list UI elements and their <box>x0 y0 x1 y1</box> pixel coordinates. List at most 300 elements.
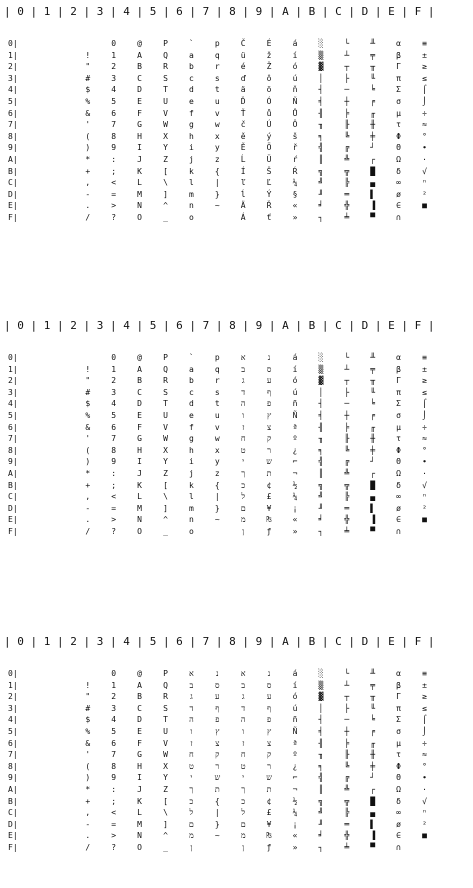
char-cell: Q <box>163 680 168 690</box>
char-cell: ף <box>267 387 272 397</box>
char-cell: ת <box>214 785 220 794</box>
char-cell: ` <box>188 353 194 362</box>
char-cell: ( <box>85 131 91 141</box>
char-cell: ů <box>266 108 272 118</box>
char-cell: l <box>188 492 194 502</box>
char-cell: ╤ <box>370 364 376 374</box>
char-cell: ┬ <box>344 376 350 386</box>
char-cell: A <box>137 50 142 60</box>
char-cell: ╟ <box>344 750 350 760</box>
char-cell: ┴ <box>344 680 350 690</box>
char-cell: " <box>85 62 91 72</box>
row-label: C| <box>8 178 18 188</box>
char-cell: ╟ <box>344 120 350 130</box>
char-cell: I <box>137 457 142 467</box>
char-cell: ╤ <box>370 680 376 690</box>
char-cell: ≥ <box>422 62 427 72</box>
char-cell: F <box>137 422 142 432</box>
char-cell: ╬ <box>344 201 350 211</box>
char-cell: ץ <box>267 411 272 420</box>
char-cell: , <box>85 178 91 188</box>
char-cell: $ <box>85 715 91 725</box>
char-cell: Ä <box>240 201 246 211</box>
char-cell: √ <box>422 796 427 806</box>
char-cell: ¢ <box>266 796 272 806</box>
char-cell: ג <box>190 692 193 702</box>
char-cell: F <box>137 108 142 118</box>
char-cell: 7 <box>111 434 117 444</box>
char-cell: ╕ <box>318 761 324 771</box>
char-cell: Ý <box>266 189 272 199</box>
char-cell: σ <box>396 411 401 420</box>
char-cell: ╝ <box>318 178 324 188</box>
char-cell: ח <box>189 750 194 760</box>
char-cell: ) <box>85 773 91 783</box>
char-cell: ┌ <box>370 469 376 478</box>
char-cell: * <box>85 469 91 478</box>
char-cell: 9 <box>111 773 117 783</box>
char-cell: ╖ <box>318 434 324 444</box>
row-label: 5| <box>8 411 18 420</box>
char-cell: ╧ <box>344 843 350 852</box>
char-cell: μ <box>396 738 401 748</box>
char-cell: á <box>292 669 298 678</box>
char-cell: ╔ <box>344 773 350 783</box>
char-cell: / <box>85 527 91 536</box>
char-cell: י <box>242 457 245 467</box>
char-cell: i <box>188 457 194 467</box>
char-cell: : <box>111 469 117 478</box>
char-cell: ₧ <box>266 515 272 525</box>
char-cell: ▄ <box>370 808 376 818</box>
char-cell: Ŕ <box>292 166 298 176</box>
char-cell: . <box>85 831 91 841</box>
char-cell: { <box>214 166 220 176</box>
char-cell: ó <box>292 376 298 386</box>
char-cell: u <box>214 97 220 106</box>
char-cell: } <box>214 819 220 829</box>
char-cell: ╓ <box>370 422 376 432</box>
char-cell: { <box>214 480 220 490</box>
char-cell: & <box>85 422 91 432</box>
char-cell: ¥ <box>266 503 272 513</box>
char-cell: ג <box>241 692 245 702</box>
char-cell: פ <box>266 399 272 409</box>
row-label: 1| <box>8 364 18 374</box>
char-cell: ÷ <box>422 108 427 118</box>
char-cell: J <box>137 785 142 794</box>
char-cell: n <box>188 515 194 525</box>
char-cell: μ <box>396 422 401 432</box>
char-cell: ¬ <box>292 469 298 478</box>
char-cell: z <box>214 469 220 478</box>
char-cell: Í <box>240 166 246 176</box>
char-cell: Σ <box>396 399 401 409</box>
row-label: 0| <box>8 353 18 362</box>
char-cell: ך <box>189 785 194 794</box>
row-label: D| <box>8 189 18 199</box>
char-cell: ╖ <box>318 120 324 130</box>
char-cell: ø <box>396 503 401 513</box>
char-cell: U <box>163 727 168 736</box>
char-cell: W <box>163 750 168 760</box>
char-cell: ו <box>242 727 245 736</box>
char-cell: ף <box>267 703 272 713</box>
char-cell: ך <box>241 469 246 478</box>
char-cell: ├ <box>344 73 350 83</box>
char-cell: M <box>137 503 142 513</box>
char-cell: ▀ <box>370 213 376 222</box>
char-cell: ░ <box>318 39 324 48</box>
row-label: 8| <box>8 131 18 141</box>
char-cell: ═ <box>344 819 350 829</box>
char-cell: ┌ <box>370 785 376 794</box>
char-cell: ז <box>242 738 245 748</box>
char-cell: ל <box>241 808 246 818</box>
char-cell: ז <box>242 422 245 432</box>
char-cell: U <box>163 97 168 106</box>
char-cell: D <box>137 399 142 409</box>
char-cell: │ <box>318 387 324 397</box>
char-cell: ¼ <box>292 808 298 818</box>
row-label: E| <box>8 201 18 211</box>
char-cell: g <box>188 120 194 130</box>
char-cell: ľ <box>240 178 246 188</box>
char-cell: { <box>214 796 220 806</box>
char-cell: ± <box>422 680 427 690</box>
char-cell: I <box>137 143 142 153</box>
char-cell: ░ <box>318 353 324 362</box>
char-cell: o <box>188 527 194 536</box>
char-cell: נ <box>267 353 271 362</box>
char-cell: N <box>137 515 142 525</box>
char-cell: ז <box>190 738 193 748</box>
char-cell: ם <box>240 503 246 513</box>
char-cell: ^ <box>163 831 168 841</box>
row-label: 5| <box>8 727 18 736</box>
char-cell: ║ <box>318 785 324 794</box>
char-cell: Φ <box>396 761 401 771</box>
char-cell: α <box>396 39 401 48</box>
char-cell: ▌ <box>370 189 376 199</box>
char-cell: ן <box>190 843 193 852</box>
char-cell: ╪ <box>370 761 376 771</box>
char-cell: ň <box>292 85 298 95</box>
char-cell: Ř <box>266 201 272 211</box>
char-cell: S <box>163 73 168 83</box>
char-cell: I <box>137 773 142 783</box>
char-cell: A <box>137 364 142 374</box>
char-cell: ה <box>240 715 246 725</box>
row-label: 2| <box>8 62 18 72</box>
char-cell: | <box>214 492 220 502</box>
char-cell: : <box>111 785 117 794</box>
char-cell: ם <box>240 819 246 829</box>
char-cell: ╧ <box>344 213 350 222</box>
char-cell: k <box>188 480 194 490</box>
char-cell: y <box>214 457 220 467</box>
char-cell: Ñ <box>292 411 298 420</box>
char-cell: 6 <box>111 738 117 748</box>
char-cell: s <box>214 387 220 397</box>
char-cell: √ <box>422 166 427 176</box>
char-cell: . <box>85 515 91 525</box>
char-cell: ב <box>189 680 194 690</box>
char-cell: ' <box>85 750 91 760</box>
char-cell: Θ <box>396 143 401 153</box>
char-cell: ╫ <box>370 750 376 760</box>
char-cell: ú <box>292 703 298 713</box>
char-cell: + <box>85 796 91 806</box>
row-label: D| <box>8 819 18 829</box>
char-cell: ╢ <box>318 422 324 432</box>
row-label: B| <box>8 166 18 176</box>
char-cell: « <box>292 515 298 525</box>
char-cell: F <box>137 738 142 748</box>
char-cell: W <box>163 434 168 444</box>
row-label: A| <box>8 155 18 164</box>
char-cell: ╫ <box>370 120 376 130</box>
char-cell: ╓ <box>370 108 376 118</box>
char-cell: ב <box>241 680 246 690</box>
char-cell: d <box>188 85 194 95</box>
char-cell: & <box>85 108 91 118</box>
char-cell: צ <box>266 422 272 432</box>
char-cell: Ô <box>292 120 298 130</box>
char-cell: ╗ <box>318 480 324 490</box>
char-cell: ╕ <box>318 445 324 455</box>
char-cell: ≈ <box>422 120 427 130</box>
char-cell: ƒ <box>266 843 272 852</box>
char-cell: ý <box>266 131 272 141</box>
char-cell: ╜ <box>318 189 324 199</box>
char-cell: i <box>188 143 194 153</box>
char-cell: A <box>137 680 142 690</box>
char-cell: ∈ <box>396 831 401 841</box>
char-cell: │ <box>318 703 324 713</box>
char-cell: Y <box>163 143 168 153</box>
char-cell: Z <box>163 785 168 794</box>
char-cell: ¡ <box>292 819 298 829</box>
char-cell: ■ <box>422 831 427 841</box>
char-cell: r <box>214 376 220 386</box>
char-cell: ± <box>422 364 427 374</box>
char-cell: ╜ <box>318 503 324 513</box>
char-cell: ± <box>422 50 427 60</box>
char-cell: 1 <box>111 50 117 60</box>
char-cell: í <box>292 680 298 690</box>
char-cell: ╘ <box>370 399 376 409</box>
char-cell: G <box>137 750 142 760</box>
char-cell: ע <box>215 692 220 702</box>
char-cell: Ď <box>240 97 246 106</box>
char-cell: ח <box>240 750 246 760</box>
char-cell: ď <box>240 73 246 83</box>
char-cell: V <box>163 422 168 432</box>
char-cell: ╠ <box>344 492 350 502</box>
char-cell: ╞ <box>344 422 350 432</box>
char-cell: ╧ <box>344 527 350 536</box>
char-cell: s <box>214 73 220 83</box>
char-cell: L <box>137 492 142 502</box>
char-cell: τ <box>396 434 401 444</box>
char-cell: ╢ <box>318 738 324 748</box>
char-cell: « <box>292 831 298 841</box>
char-cell: x <box>214 445 220 455</box>
char-cell: > <box>111 515 117 525</box>
char-cell: ת <box>266 785 272 794</box>
char-cell: · <box>422 785 427 794</box>
char-cell: ½ <box>292 480 298 490</box>
char-cell: ╚ <box>344 131 350 141</box>
row-label: C| <box>8 492 18 502</box>
char-cell: ] <box>163 189 168 199</box>
column-header: | 0 | 1 | 2 | 3 | 4 | 5 | 6 | 7 | 8 | 9 | A | B | C | D | E | F | <box>4 5 435 18</box>
char-cell: X <box>163 761 168 771</box>
char-cell: ע <box>266 692 272 702</box>
char-cell: ─ <box>344 85 350 95</box>
row-label: F| <box>8 527 18 536</box>
char-cell: ú <box>292 73 298 83</box>
char-cell: ² <box>422 189 427 199</box>
char-cell: O <box>137 527 142 536</box>
char-cell: H <box>137 445 142 455</box>
char-cell: 8 <box>111 761 117 771</box>
char-cell: ╨ <box>370 669 376 678</box>
char-cell: כ <box>189 796 194 806</box>
char-cell: $ <box>85 399 91 409</box>
char-cell: Ω <box>396 785 401 794</box>
char-cell: ' <box>85 120 91 130</box>
char-cell: p <box>214 39 220 48</box>
char-cell: ╣ <box>318 773 324 783</box>
character-table <box>0 4 473 244</box>
char-cell: § <box>292 189 298 199</box>
char-cell: u <box>214 411 220 420</box>
row-label: E| <box>8 831 18 841</box>
char-cell: ⁿ <box>422 492 427 502</box>
char-cell: ∈ <box>396 201 401 211</box>
char-cell: ø <box>396 189 401 199</box>
char-cell: G <box>137 434 142 444</box>
char-cell: W <box>163 120 168 130</box>
char-cell: + <box>85 480 91 490</box>
char-cell: ─ <box>344 399 350 409</box>
char-cell: ¿ <box>292 445 298 455</box>
char-cell: ק <box>266 434 272 444</box>
char-cell: = <box>111 819 117 829</box>
char-cell: < <box>111 808 117 818</box>
char-cell: ô <box>266 73 272 83</box>
char-cell: Ú <box>266 120 272 130</box>
char-cell: r <box>214 62 220 72</box>
column-header: | 0 | 1 | 2 | 3 | 4 | 5 | 6 | 7 | 8 | 9 | A | B | C | D | E | F | <box>4 319 435 332</box>
char-cell: ▓ <box>318 62 324 72</box>
char-cell: 3 <box>111 73 117 83</box>
char-cell: ° <box>422 131 427 141</box>
char-cell: 6 <box>111 422 117 432</box>
char-cell: w <box>214 120 220 130</box>
char-cell: H <box>137 761 142 771</box>
char-cell: ∞ <box>396 492 401 502</box>
char-cell: ╙ <box>370 73 376 83</box>
char-cell: ╨ <box>370 39 376 48</box>
char-cell: Γ <box>396 692 401 702</box>
char-cell: ╖ <box>318 750 324 760</box>
row-label: A| <box>8 785 18 794</box>
char-cell: J <box>137 469 142 478</box>
char-cell: í <box>292 50 298 60</box>
char-cell: Ó <box>266 97 272 106</box>
char-cell: U <box>163 411 168 420</box>
char-cell: ≈ <box>422 750 427 760</box>
char-cell: ╒ <box>370 97 376 106</box>
char-cell: j <box>188 155 194 164</box>
char-cell: $ <box>85 85 91 95</box>
char-cell: ▒ <box>318 364 324 374</box>
char-cell: ∙ <box>422 773 427 783</box>
row-label: 6| <box>8 738 18 748</box>
char-cell: R <box>163 62 168 72</box>
char-cell: y <box>214 143 220 153</box>
char-cell: · <box>422 469 427 478</box>
char-cell: ך <box>241 785 246 794</box>
char-cell: א <box>240 353 246 362</box>
char-cell: כ <box>241 480 246 490</box>
char-cell: ≥ <box>422 376 427 386</box>
char-cell: J <box>137 155 142 164</box>
char-cell: ד <box>241 387 246 397</box>
char-cell: כ <box>241 796 246 806</box>
char-cell: ┤ <box>318 85 324 95</box>
char-cell: « <box>292 201 298 211</box>
char-cell: w <box>214 434 220 444</box>
char-cell: ° <box>422 761 427 771</box>
char-cell: π <box>396 703 401 713</box>
char-cell: % <box>85 97 91 106</box>
char-cell: ┴ <box>344 364 350 374</box>
char-cell: Y <box>163 773 168 783</box>
char-cell: ž <box>266 50 272 60</box>
char-cell: מ <box>189 831 194 841</box>
char-cell: β <box>396 50 401 60</box>
char-cell: ø <box>396 819 401 829</box>
char-cell: a <box>188 50 194 60</box>
char-cell: Ň <box>292 97 298 106</box>
row-label: D| <box>8 503 18 513</box>
char-cell: ┼ <box>344 411 350 420</box>
char-cell: K <box>137 480 142 490</box>
char-cell: σ <box>396 727 401 736</box>
char-cell: ' <box>85 434 91 444</box>
char-cell: " <box>85 692 91 702</box>
char-cell: " <box>85 376 91 386</box>
char-cell: Ě <box>240 143 246 153</box>
char-cell: m <box>188 189 194 199</box>
char-cell: ┐ <box>318 843 324 852</box>
char-cell: · <box>422 155 427 164</box>
char-cell: Ů <box>292 108 298 118</box>
char-cell: Á <box>240 213 246 222</box>
char-cell: ת <box>266 469 272 478</box>
char-cell: ≡ <box>422 39 427 48</box>
character-table <box>0 634 473 874</box>
char-cell: z <box>214 155 220 164</box>
char-cell: ל <box>241 492 246 502</box>
char-cell: Y <box>163 457 168 467</box>
char-cell: ▌ <box>370 503 376 513</box>
char-cell: ש <box>266 773 272 783</box>
